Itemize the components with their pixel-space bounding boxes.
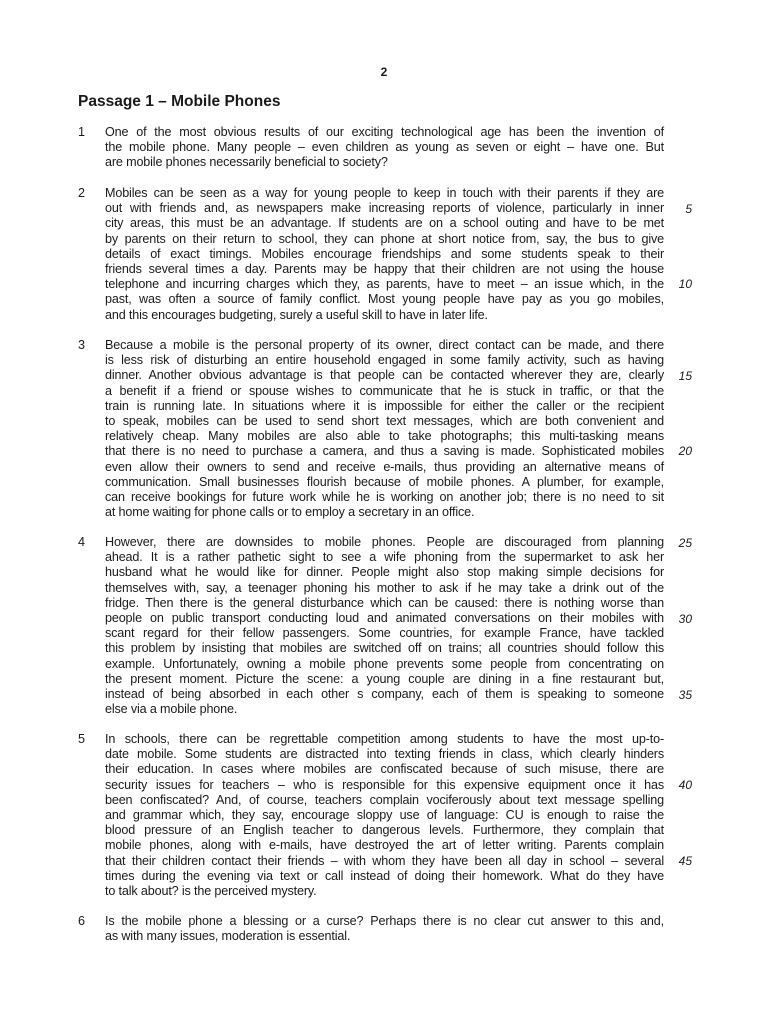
text-line: and grammar which, they say, encourage sloppy use of language: CU is enough to raise the <box>105 808 664 823</box>
text-line: example. Unfortunately, owning a mobile phone prevents some people from concentrating on <box>105 656 664 671</box>
text-line: Because a mobile is the personal property of its owner, direct contact can be made, and there <box>105 338 664 352</box>
text-line: out with friends and, as newspapers make increasing reports of violence, particularly in inner <box>105 201 664 216</box>
text-line: relatively cheap. Many mobiles are also able to take photographs; this multi-tasking means <box>105 429 664 444</box>
line-number-20: 20 <box>678 444 692 458</box>
paragraph-text <box>105 914 664 944</box>
line-number-10: 10 <box>678 277 692 291</box>
paragraph-number: 2 <box>78 186 86 200</box>
text-line: to speak, mobiles can be used to send short text messages, which are both convenient and <box>105 414 664 429</box>
text-line: telephone and incurring charges which they, as parents, have to meet – an issue which, in the <box>105 277 664 292</box>
paragraph-number: 3 <box>78 338 86 352</box>
text-line: this problem by insisting that mobiles are switched off on trains; all countries should follow this <box>105 641 664 656</box>
text-line: and this encourages budgeting, surely a useful skill to have in later life. <box>105 307 488 322</box>
text-line: that their children contact their friends – with whom they have been all day in school – several <box>105 853 664 868</box>
text-line: even allow their owners to send and receive e-mails, thus providing an alternative means of <box>105 459 664 474</box>
paragraph-number: 4 <box>78 535 86 549</box>
line-number-30: 30 <box>678 612 692 626</box>
text-line: train is running late. In situations where it is impossible for either the caller or the recipient <box>105 398 664 413</box>
text-line: are mobile phones necessarily beneficial to society? <box>105 155 388 170</box>
line-number-5: 5 <box>685 202 692 216</box>
text-line: instead of being absorbed in each other s company, each of them is speaking to someone <box>105 687 664 702</box>
text-line: a benefit if a friend or spouse wishes to communicate that he is stuck in traffic, or that the <box>105 383 664 398</box>
text-line: fridge. Then there is the general disturbance which can be caused: there is nothing worse than <box>105 595 664 610</box>
text-line: Is the mobile phone a blessing or a curse? Perhaps there is no clear cut answer to this and, <box>105 914 664 928</box>
text-line: blood pressure of an English teacher to dangerous levels. Furthermore, they complain that <box>105 823 664 838</box>
text-line: past, was often a source of family conflict. Most young people have pay as you go mobiles, <box>105 292 664 307</box>
text-line: ahead. It is a rather pathetic sight to see a wife phoning from the supermarket to ask her <box>105 550 664 565</box>
text-line: Mobiles can be seen as a way for young people to keep in touch with their parents if they are <box>105 186 664 200</box>
paragraph-number: 6 <box>78 914 86 928</box>
text-line: dinner. Another obvious advantage is that people can be contacted wherever they are, clearly <box>105 368 664 383</box>
text-line: friends several times a day. Parents may be happy that their children are not using the house <box>105 262 664 277</box>
text-line: times during the evening via text or call instead of doing their homework. What do they have <box>105 868 664 883</box>
line-number-40: 40 <box>678 778 692 792</box>
text-line: people on public transport conducting loud and animated conversations on their mobiles with <box>105 611 664 626</box>
text-line: the present moment. Picture the scene: a young couple are dining in a fine restaurant but, <box>105 671 664 686</box>
paragraph-number: 1 <box>78 125 86 139</box>
text-line: communication. Small businesses flourish because of mobile phones. A plumber, for example, <box>105 474 664 489</box>
text-line: can receive bookings for future work while he is working on another job; there is no need to sit <box>105 490 664 505</box>
text-line: their education. In cases where mobiles are confiscated because of such misuse, there are <box>105 762 664 777</box>
text-line: themselves with, say, a teenager phoning his mother to ask if he may take a drink out of the <box>105 580 664 595</box>
text-line: that there is no need to purchase a camera, and thus a saving is made. Sophisticated mobiles <box>105 444 664 459</box>
text-line: the mobile phone. Many people – even children as young as seven or eight – have one. But <box>105 140 664 155</box>
paragraph-number: 5 <box>78 732 86 746</box>
text-line: details of exact timings. Mobiles encourage friendships and some students speak to their <box>105 246 664 261</box>
text-line: security issues for teachers – who is responsible for this expensive equipment once it has <box>105 777 664 792</box>
text-line: is less risk of disturbing an entire household engaged in some family activity, such as having <box>105 353 664 368</box>
text-line: been confiscated? And, of course, teachers complain vociferously about text message spelling <box>105 792 664 807</box>
paragraph-text <box>105 338 664 520</box>
paragraph-text <box>105 535 664 717</box>
line-number-15: 15 <box>678 369 692 383</box>
text-line: scant regard for their fellow passengers. Some countries, for example France, have tackled <box>105 626 664 641</box>
text-line: However, there are downsides to mobile phones. People are discouraged from planning <box>105 535 664 549</box>
text-line: as with many issues, moderation is essential. <box>105 929 351 944</box>
text-line: to talk about? is the perceived mystery. <box>105 884 317 899</box>
text-line: at home waiting for phone calls or to employ a secretary in an office. <box>105 505 475 520</box>
line-number-45: 45 <box>678 854 692 868</box>
text-line: husband what he would like for dinner. People might also stop making simple decisions for <box>105 565 664 580</box>
page-number: 2 <box>380 65 388 79</box>
paragraph-text <box>105 186 664 323</box>
line-number-25: 25 <box>678 536 692 550</box>
text-line: date mobile. Some students are distracted into texting friends in class, which clearly hinders <box>105 747 664 762</box>
text-line: In schools, there can be regrettable competition among students to have the most up-to- <box>105 732 664 746</box>
line-number-35: 35 <box>678 688 692 702</box>
text-line: mobile phones, along with e-mails, have destroyed the art of letter writing. Parents complain <box>105 838 664 853</box>
text-line: by parents on their return to school, they can phone at short notice from, say, the bus to give <box>105 231 664 246</box>
text-line: city areas, this must be an advantage. If students are on a school outing and have to be met <box>105 216 664 231</box>
text-line: else via a mobile phone. <box>105 702 238 717</box>
paragraph-text <box>105 732 664 899</box>
passage-title: Passage 1 – Mobile Phones <box>78 93 281 110</box>
text-line: One of the most obvious results of our exciting technological age has been the invention of <box>105 125 664 139</box>
paragraph-text <box>105 125 664 171</box>
